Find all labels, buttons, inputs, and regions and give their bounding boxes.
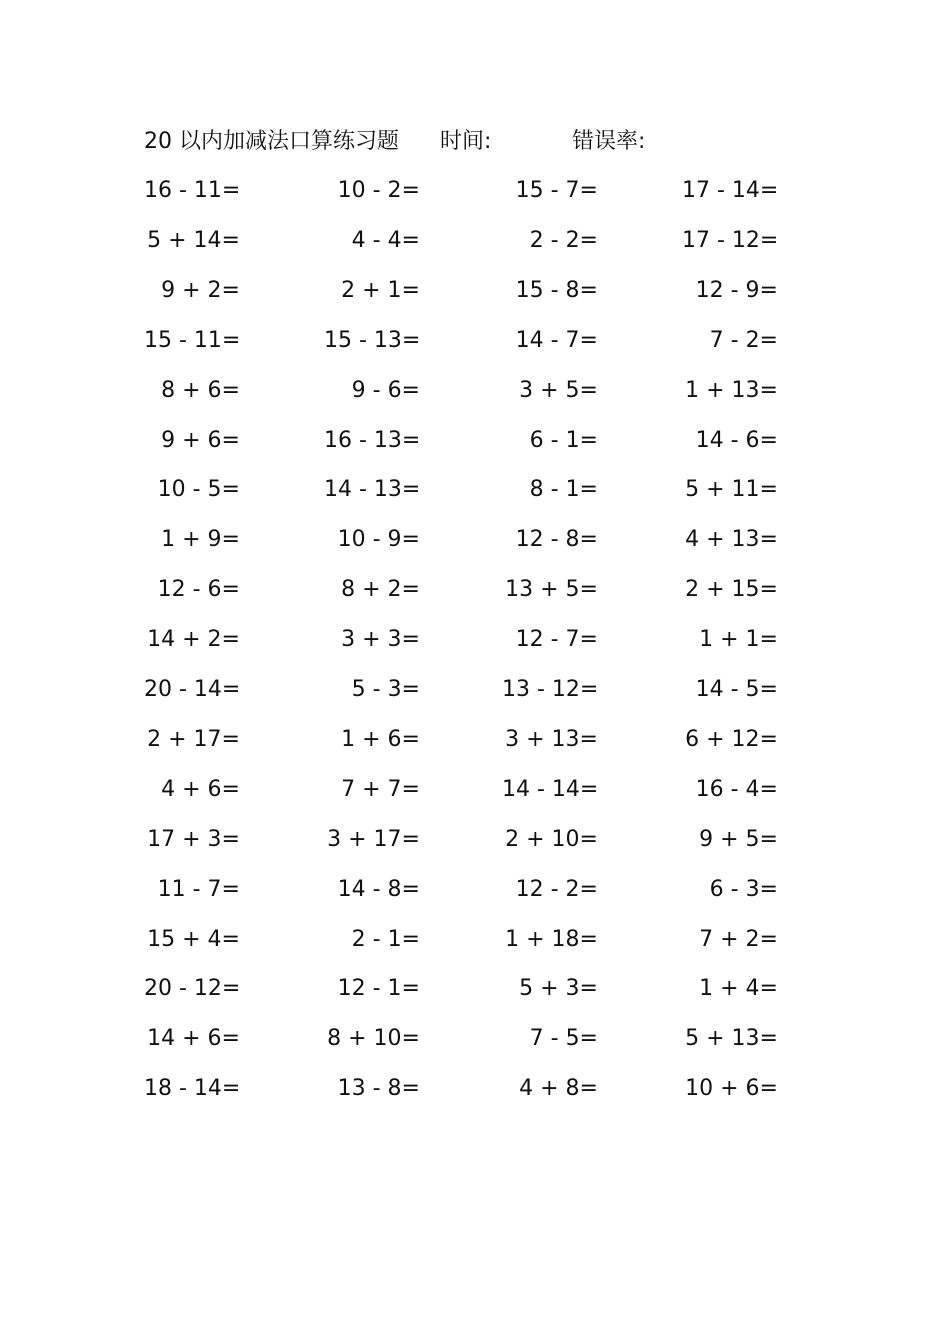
problem-row	[0, 224, 950, 258]
problem-item: 5 + 13=	[685, 1026, 778, 1052]
problem-item: 16 - 11=	[144, 178, 241, 203]
problem-item: 5 + 14=	[147, 227, 240, 253]
problem-item: 1 + 6=	[341, 726, 420, 752]
problem-item: 10 + 6=	[685, 1076, 778, 1102]
problem-item: 6 + 12=	[685, 726, 778, 752]
problem-row	[0, 1022, 950, 1056]
problem-item: 13 + 5=	[505, 577, 598, 603]
worksheet-title: 20 以内加减法口算练习题	[144, 129, 399, 154]
problem-row	[0, 773, 950, 807]
problem-item: 1 + 18=	[505, 926, 598, 952]
problem-item: 1 + 1=	[699, 627, 778, 653]
problem-item: 14 - 13=	[324, 477, 421, 503]
problem-row	[0, 424, 950, 458]
problem-item: 12 - 7=	[515, 627, 598, 653]
problem-item: 12 - 8=	[515, 527, 598, 553]
problem-row	[0, 673, 950, 707]
problem-item: 7 - 2=	[709, 327, 778, 353]
problem-row	[0, 374, 950, 408]
problem-item: 16 - 4=	[695, 776, 778, 802]
problem-item: 3 + 3=	[341, 627, 420, 653]
problem-item: 4 + 6=	[161, 776, 240, 802]
problem-item: 13 - 12=	[502, 677, 599, 702]
problem-item: 14 + 2=	[147, 627, 240, 653]
time-label: 时间:	[440, 129, 492, 154]
problem-item: 16 - 13=	[324, 427, 421, 453]
problem-item: 6 - 3=	[709, 876, 778, 902]
problem-item: 7 + 7=	[341, 776, 420, 802]
problem-item: 15 - 13=	[324, 327, 421, 353]
problem-item: 10 - 5=	[157, 477, 240, 503]
problem-item: 17 + 3=	[147, 826, 240, 852]
problem-item: 14 + 6=	[147, 1026, 240, 1052]
problem-item: 9 + 2=	[161, 277, 240, 303]
problem-row	[0, 473, 950, 507]
problem-item: 15 - 11=	[144, 327, 241, 353]
problem-item: 12 - 9=	[695, 277, 778, 303]
problem-item: 4 + 8=	[519, 1076, 598, 1102]
problem-row	[0, 573, 950, 607]
problem-item: 2 + 17=	[147, 726, 240, 752]
problem-row	[0, 274, 950, 308]
problem-item: 8 + 6=	[161, 377, 240, 403]
problem-item: 15 - 8=	[515, 277, 598, 303]
problem-row	[0, 873, 950, 907]
problem-item: 9 - 6=	[351, 377, 420, 403]
problem-item: 2 - 2=	[529, 227, 598, 253]
problem-row	[0, 823, 950, 857]
problem-item: 12 - 2=	[515, 876, 598, 902]
problem-item: 2 + 10=	[505, 826, 598, 852]
problem-item: 2 - 1=	[351, 926, 420, 952]
problem-item: 8 + 10=	[327, 1026, 420, 1052]
problem-item: 14 - 7=	[515, 327, 598, 353]
problem-item: 1 + 4=	[699, 976, 778, 1002]
problem-item: 5 + 11=	[685, 477, 778, 503]
problem-item: 17 - 14=	[682, 178, 779, 203]
problem-item: 7 - 5=	[529, 1026, 598, 1052]
problem-row	[0, 324, 950, 358]
problem-row	[0, 174, 950, 208]
problem-item: 2 + 15=	[685, 577, 778, 603]
problem-row	[0, 923, 950, 957]
problem-item: 14 - 8=	[337, 876, 420, 902]
problem-item: 3 + 5=	[519, 377, 598, 403]
problem-item: 3 + 13=	[505, 726, 598, 752]
problem-item: 6 - 1=	[529, 427, 598, 453]
problem-item: 20 - 12=	[144, 976, 241, 1002]
problem-item: 9 + 6=	[161, 427, 240, 453]
problem-item: 5 + 3=	[519, 976, 598, 1002]
problem-item: 1 + 9=	[161, 527, 240, 553]
problem-item: 14 - 14=	[502, 776, 599, 802]
problem-item: 18 - 14=	[144, 1076, 241, 1102]
problem-row	[0, 972, 950, 1006]
problem-item: 1 + 13=	[685, 377, 778, 403]
problem-item: 13 - 8=	[337, 1076, 420, 1102]
problem-item: 8 - 1=	[529, 477, 598, 503]
error-rate-label: 错误率:	[572, 129, 646, 154]
problem-item: 10 - 2=	[337, 178, 420, 203]
problem-item: 12 - 6=	[157, 577, 240, 603]
problem-item: 14 - 6=	[695, 427, 778, 453]
problem-item: 20 - 14=	[144, 677, 241, 702]
problem-item: 9 + 5=	[699, 826, 778, 852]
problem-row	[0, 523, 950, 557]
problem-item: 8 + 2=	[341, 577, 420, 603]
problem-item: 3 + 17=	[327, 826, 420, 852]
problem-item: 2 + 1=	[341, 277, 420, 303]
problem-row	[0, 1072, 950, 1106]
problem-item: 12 - 1=	[337, 976, 420, 1002]
problem-item: 7 + 2=	[699, 926, 778, 952]
problem-row	[0, 623, 950, 657]
problem-item: 15 - 7=	[515, 178, 598, 203]
problem-item: 4 + 13=	[685, 527, 778, 553]
problem-item: 14 - 5=	[695, 677, 778, 702]
problem-item: 4 - 4=	[351, 227, 420, 253]
problem-row	[0, 723, 950, 757]
problem-item: 5 - 3=	[351, 677, 420, 702]
problem-item: 15 + 4=	[147, 926, 240, 952]
problem-item: 17 - 12=	[682, 227, 779, 253]
problem-item: 11 - 7=	[157, 876, 240, 902]
problem-item: 10 - 9=	[337, 527, 420, 553]
